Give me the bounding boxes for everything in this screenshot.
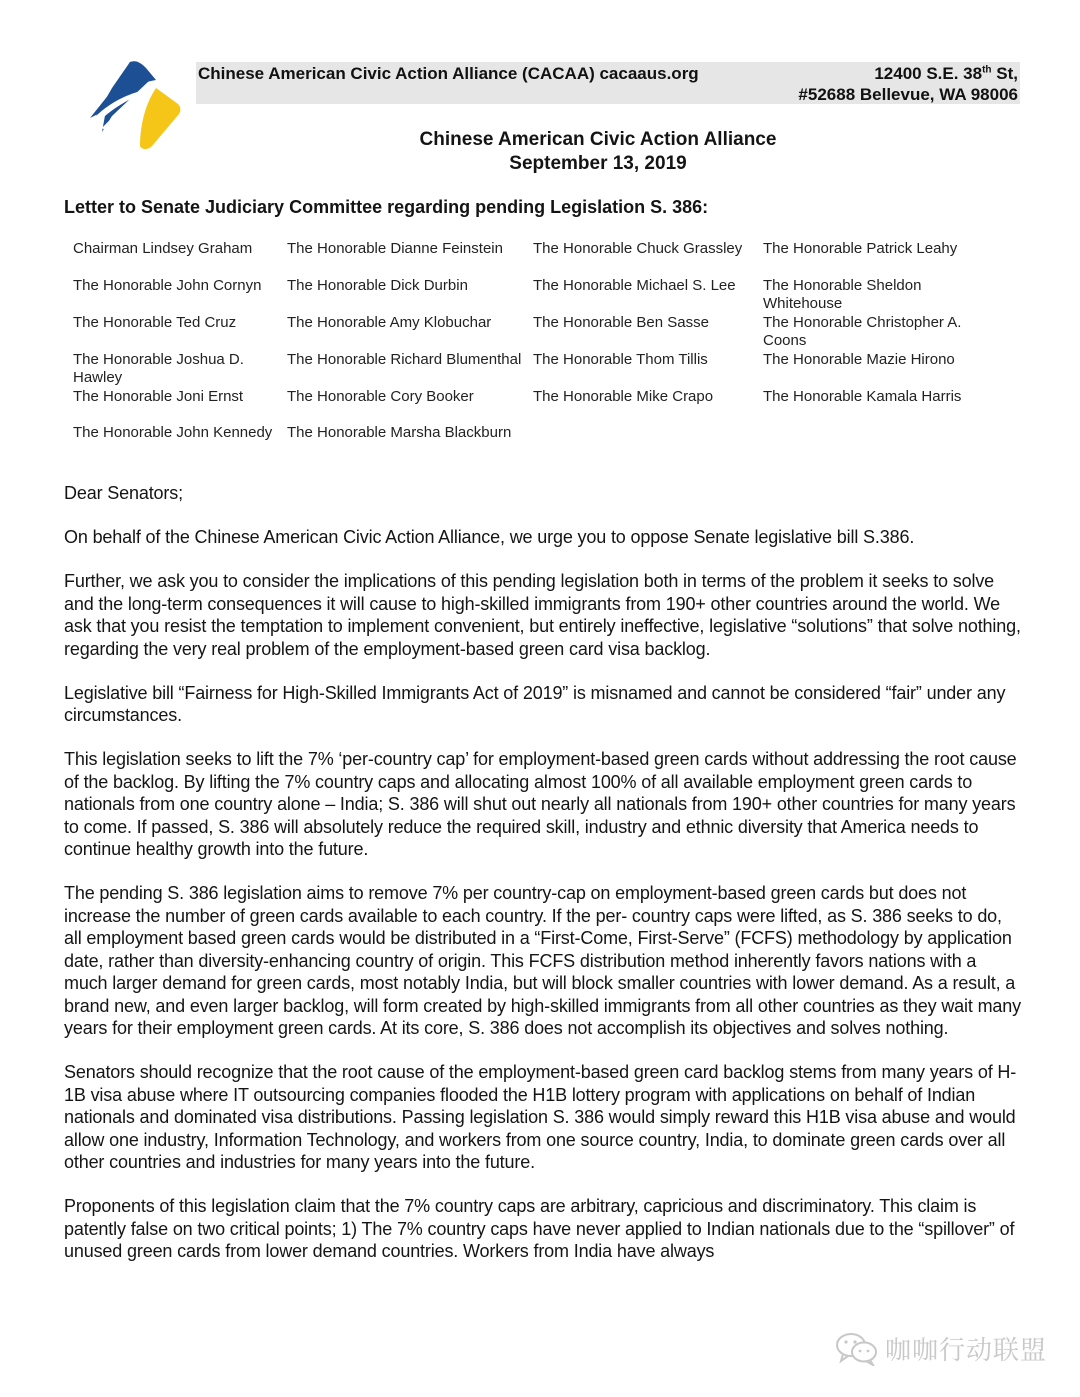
recipient: The Honorable Michael S. Lee bbox=[533, 276, 736, 294]
body-paragraph: This legislation seeks to lift the 7% ‘per-country cap’ for employment-based green cards without addressing the root cause of the backlog. By lifting the 7% country caps and allocating almost 100% of all available employment green cards to nationals from one country alone – India; S. 386 will shut out nearly all nationals from 190+ other countries for many years to come. If passed, S. 386 will absolutely reduce the required skill, industry and ethnic diversity that America needs to continue healthy growth into the future. bbox=[64, 749, 1017, 859]
body-paragraph: Legislative bill “Fairness for High-Skilled Immigrants Act of 2019” is misnamed and cannot be considered “fair” under any circumstances. bbox=[64, 682, 1006, 725]
recipient: The Honorable John Cornyn bbox=[73, 276, 262, 294]
recipients-row bbox=[73, 277, 1013, 314]
recipient: The Honorable Kamala Harris bbox=[763, 387, 962, 405]
recipient: The Honorable Mazie Hirono bbox=[763, 350, 955, 368]
salutation: Dear Senators; bbox=[64, 483, 183, 503]
address-street-suffix: St, bbox=[991, 64, 1018, 83]
recipient: The Honorable Joshua D. Hawley bbox=[73, 350, 244, 386]
recipients-row bbox=[73, 351, 1013, 388]
address-street: 12400 S.E. 38 bbox=[874, 64, 983, 83]
recipient: The Honorable Dick Durbin bbox=[287, 276, 468, 294]
recipient: The Honorable John Kennedy bbox=[73, 424, 273, 441]
recipient: The Honorable Cory Booker bbox=[287, 387, 474, 405]
recipients-row bbox=[73, 388, 1013, 425]
letter-subject: Letter to Senate Judiciary Committee regarding pending Legislation S. 386: bbox=[64, 197, 709, 217]
body-paragraph: On behalf of the Chinese American Civic Action Alliance, we urge you to oppose Senate legislative bill S.386. bbox=[64, 527, 915, 547]
recipient: The Honorable Patrick Leahy bbox=[763, 240, 958, 257]
address-ordinal: th bbox=[982, 64, 992, 76]
recipient: The Honorable Mike Crapo bbox=[533, 387, 714, 405]
address-line-1 bbox=[798, 63, 1018, 84]
letter-title bbox=[0, 128, 1080, 176]
recipients-row bbox=[73, 240, 1013, 277]
recipient: The Honorable Sheldon Whitehouse bbox=[763, 276, 922, 312]
title-org-name: Chinese American Civic Action Alliance bbox=[419, 129, 777, 150]
recipient: The Honorable Thom Tillis bbox=[533, 350, 708, 368]
recipient bbox=[763, 424, 1003, 461]
letterhead-address bbox=[798, 63, 1018, 105]
address-line-2: #52688 Bellevue, WA 98006 bbox=[798, 85, 1018, 104]
recipient: The Honorable Ted Cruz bbox=[73, 313, 237, 331]
body-paragraph: The pending S. 386 legislation aims to remove 7% per country-cap on employment-based green cards but does not increase the number of green cards available to each country. If the per- country caps were lifted, as S. 386 seeks to do, all employment based green cards would be distributed in a “First-Come, First-Serve” (FCFS) methodology by application date, rather than diversity-enhancing country of origin. This FCFS distribution method inherently favors nations with a much larger demand for green cards, most notably India, but will block smaller countries with lower demand. As a result, a brand new, and even larger backlog, will form created by high-skilled immigrants from all other countries as they wait many years for their employment green cards. At its core, S. 386 does not accomplish its objectives and solves nothing. bbox=[64, 883, 1021, 1038]
watermark-text: 咖咖行动联盟 bbox=[885, 1335, 1048, 1365]
recipient: The Honorable Marsha Blackburn bbox=[287, 424, 512, 441]
recipient: The Honorable Dianne Feinstein bbox=[287, 240, 503, 257]
wechat-icon bbox=[835, 1332, 879, 1366]
recipient: The Honorable Richard Blumenthal bbox=[287, 350, 522, 368]
letterhead-organization: Chinese American Civic Action Alliance (CACAA) cacaaus.org bbox=[198, 64, 699, 83]
watermark bbox=[835, 1330, 1047, 1367]
recipient bbox=[533, 424, 763, 461]
body-paragraph: Senators should recognize that the root cause of the employment-based green card backlog stems from many years of H-1B visa abuse where IT outsourcing companies flooded the H1B lottery program with applications on behalf of Indian nationals and dominated visa distributions. Passing legislation S. 386 would simply reward this H1B visa abuse and would allow one industry, Information Technology, and workers from one source country, India, to dominate green cards over all other countries and industries for many years into the future. bbox=[64, 1062, 1017, 1172]
recipients-row bbox=[73, 314, 1013, 351]
recipient: The Honorable Chuck Grassley bbox=[533, 240, 743, 257]
letter-body bbox=[64, 482, 1024, 1284]
recipient: The Honorable Joni Ernst bbox=[73, 387, 244, 405]
recipient: Chairman Lindsey Graham bbox=[73, 240, 253, 257]
recipients-grid bbox=[73, 240, 1013, 461]
body-paragraph: Further, we ask you to consider the implications of this pending legislation both in terms of the problem it seeks to solve and the long-term consequences it will cause to high-skilled immigrants from 190+ other countries around the world. We ask that you resist the temptation to implement convenient, but entirely ineffective, legislative “solutions” that solve nothing, regarding the very real problem of the employment-based green card visa backlog. bbox=[64, 571, 1021, 659]
recipient: The Honorable Christopher A. Coons bbox=[763, 313, 962, 349]
recipients-row bbox=[73, 424, 1013, 461]
recipient: The Honorable Amy Klobuchar bbox=[287, 313, 492, 331]
recipient: The Honorable Ben Sasse bbox=[533, 313, 709, 331]
body-paragraph: Proponents of this legislation claim that the 7% country caps are arbitrary, capricious and discriminatory. This claim is patently false on two critical points; 1) The 7% country caps have never applied to Indian nationals due to the “spillover” of unused green cards from lower demand countries. Workers from India have always bbox=[64, 1196, 1015, 1261]
title-date: September 13, 2019 bbox=[509, 153, 687, 174]
